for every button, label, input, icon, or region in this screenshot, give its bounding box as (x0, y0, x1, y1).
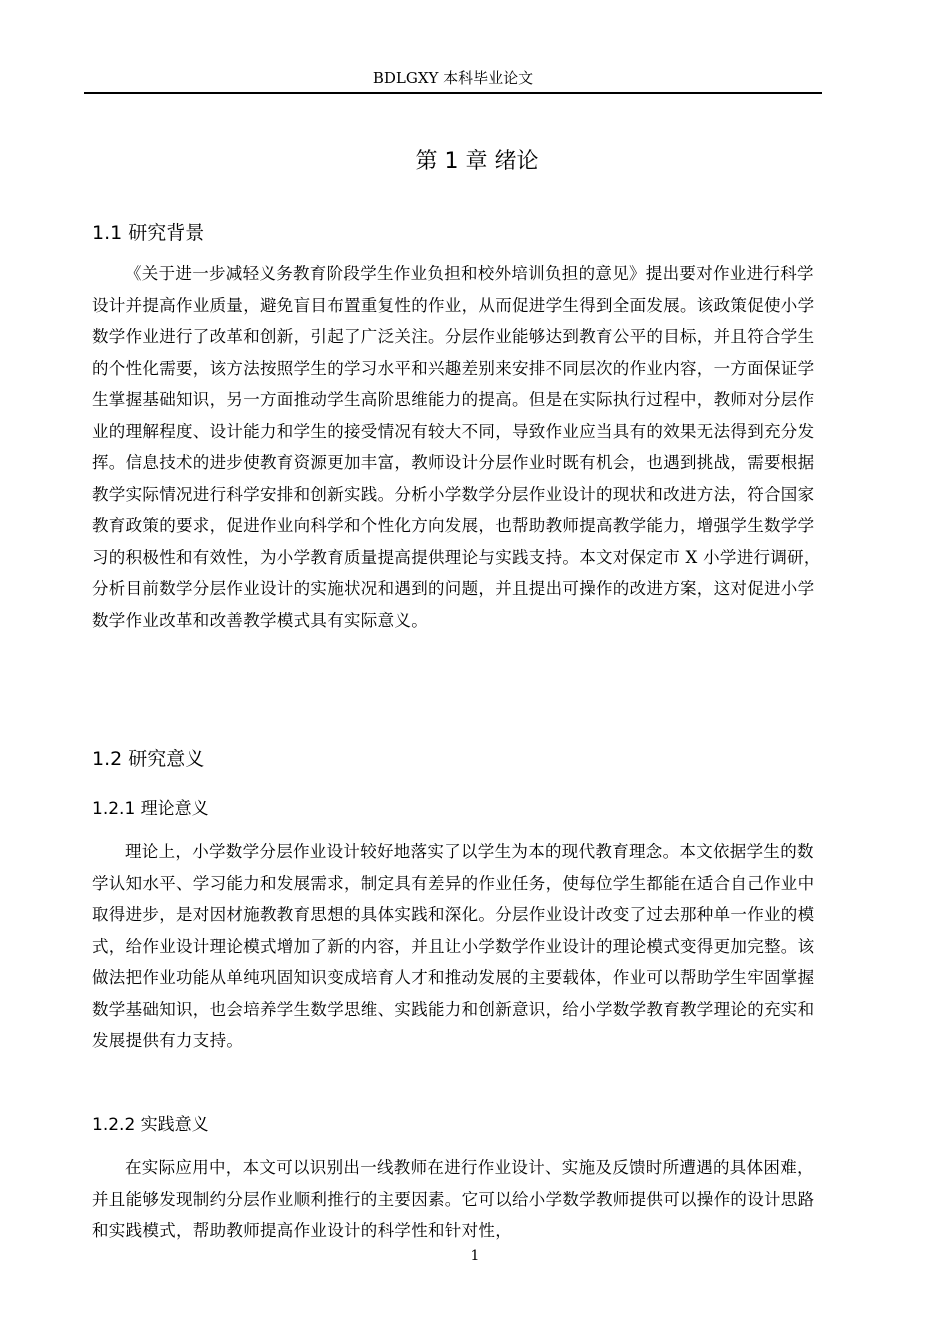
running-header: BDLGXY 本科毕业论文 (372, 69, 534, 87)
section-paragraph-1-1: 《关于进一步减轻义务教育阶段学生作业负担和校外培训负担的意见》提出要对作业进行科学设计并提高作业质量，避免盲目布置重复性的作业，从而促进学生得到全面发展。该政策促使小学数学作业进行了改革和创新，引起了广泛关注。分层作业能够达到教育公平的目标，并且符合学生的个性化需要，该方法按照学生的学习水平和兴趣差别来安排不同层次的作业内容，一方面保证学生掌握基础知识，另一方面推动学生高阶思维能力的提高。但是在实际执行过程中，教师对分层作业的理解程度、设计能力和学生的接受情况有较大不同，导致作业应当具有的效果无法得到充分发挥。信息技术的进步使教育资源更加丰富，教师设计分层作业时既有机会，也遇到挑战，需要根据教学实际情况进行科学安排和创新实践。分析小学数学分层作业设计的现状和改进方法，符合国家教育政策的要求，促进作业向科学和个性化方向发展，也帮助教师提高教学能力，增强学生数学学习的积极性和有效性，为小学教育质量提高提供理论与实践支持。本文对保定市 X 小学进行调研，分析目前数学分层作业设计的实施状况和遇到的问题，并且提出可操作的改进方案，这对促进小学数学作业改革和改善教学模式具有实际意义。 (92, 264, 821, 630)
section-heading-1-1: 1.1 研究背景 (92, 222, 205, 244)
section-heading-1-2: 1.2 研究意义 (92, 748, 205, 770)
chapter-title: 第 1 章 绪论 (415, 149, 539, 174)
subsection-paragraph-1-2-1: 理论上，小学数学分层作业设计较好地落实了以学生为本的现代教育理念。本文依据学生的数学认知水平、学习能力和发展需求，制定具有差异的作业任务，使每位学生都能在适合自己作业中取得进步，是对因材施教教育思想的具体实践和深化。分层作业设计改变了过去那种单一作业的模式，给作业设计理论模式增加了新的内容，并且让小学数学作业设计的理论模式变得更加完整。该做法把作业功能从单纯巩固知识变成培育人才和推动发展的主要载体，作业可以帮助学生牢固掌握数学基础知识，也会培养学生数学思维、实践能力和创新意识，给小学数学教育教学理论的充实和发展提供有力支持。 (92, 842, 815, 1050)
page-number: 1 (470, 1248, 480, 1264)
subsection-heading-1-2-2: 1.2.2 实践意义 (92, 1115, 209, 1135)
subsection-heading-1-2-1: 1.2.1 理论意义 (92, 799, 209, 819)
header-rule (84, 92, 822, 94)
subsection-paragraph-1-2-2: 在实际应用中，本文可以识别出一线教师在进行作业设计、实施及反馈时所遭遇的具体困难，并且能够发现制约分层作业顺利推行的主要因素。它可以给小学数学教师提供可以操作的设计思路和实践模式，帮助教师提高作业设计的科学性和针对性， (92, 1158, 815, 1240)
